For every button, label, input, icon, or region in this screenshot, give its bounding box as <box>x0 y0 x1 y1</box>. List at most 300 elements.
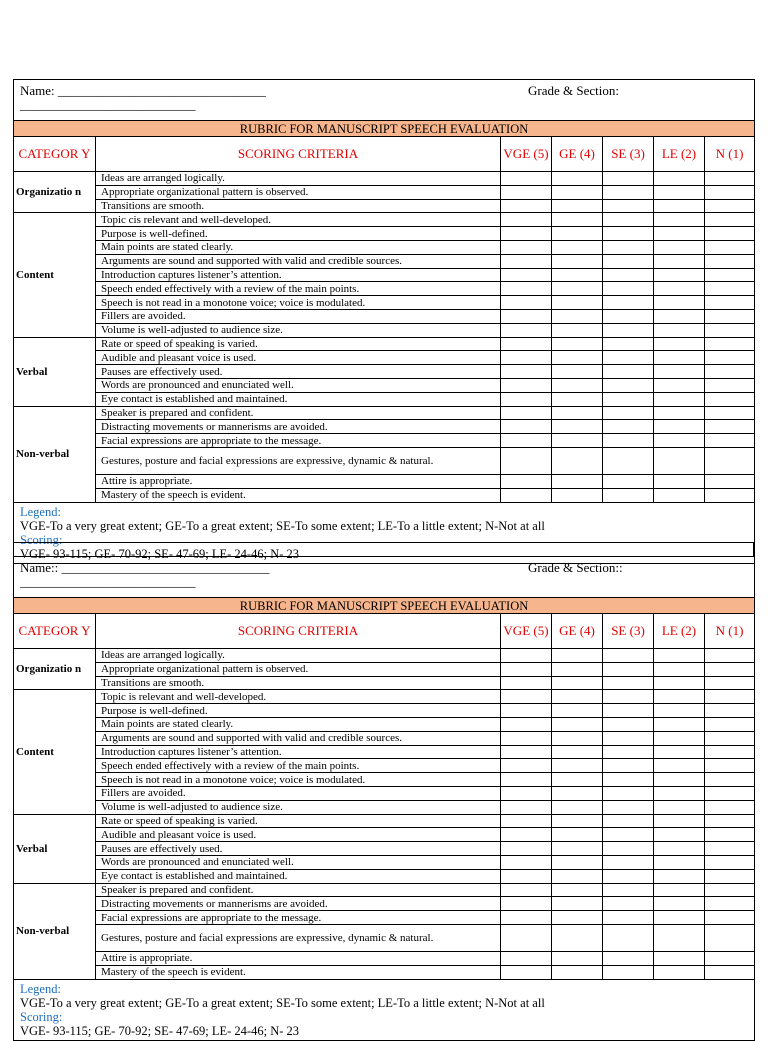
scoring-text: VGE- 93-115; GE- 70-92; SE- 47-69; LE- 24-46; N- 23 <box>20 546 300 561</box>
score-cell[interactable] <box>603 378 654 392</box>
score-cell[interactable] <box>705 773 755 787</box>
score-cell[interactable] <box>654 773 705 787</box>
sheet-separator <box>13 542 754 556</box>
score-cell[interactable] <box>705 897 755 911</box>
criterion-text: Words are pronounced and enunciated well. <box>96 855 501 869</box>
criteria-row <box>14 434 755 448</box>
score-cell[interactable] <box>603 924 654 951</box>
score-cell[interactable] <box>501 828 552 842</box>
score-cell[interactable] <box>654 662 705 676</box>
score-cell[interactable] <box>501 842 552 856</box>
score-cell[interactable] <box>552 951 603 965</box>
scoring-label: Scoring: <box>20 532 63 547</box>
score-cell[interactable] <box>552 717 603 731</box>
score-cell[interactable] <box>501 488 552 502</box>
category-label: Non-verbal <box>14 883 96 979</box>
score-cell[interactable] <box>603 662 654 676</box>
score-cell[interactable] <box>552 773 603 787</box>
score-cell[interactable] <box>705 420 755 434</box>
score-cell[interactable] <box>603 773 654 787</box>
score-cell[interactable] <box>603 474 654 488</box>
score-cell[interactable] <box>501 474 552 488</box>
scale-header: N (1) <box>705 614 755 649</box>
score-cell[interactable] <box>654 759 705 773</box>
criteria-row <box>14 392 755 406</box>
score-cell[interactable] <box>501 213 552 227</box>
criterion-text: Attire is appropriate. <box>96 474 501 488</box>
scale-header: VGE (5) <box>501 137 552 172</box>
score-cell[interactable] <box>552 337 603 351</box>
score-cell[interactable] <box>705 392 755 406</box>
score-cell[interactable] <box>501 786 552 800</box>
score-cell[interactable] <box>501 676 552 690</box>
score-cell[interactable] <box>501 185 552 199</box>
score-cell[interactable] <box>705 717 755 731</box>
score-cell[interactable] <box>552 814 603 828</box>
score-cell[interactable] <box>705 474 755 488</box>
score-cell[interactable] <box>552 296 603 310</box>
header-row <box>14 614 755 649</box>
criteria-row <box>14 227 755 241</box>
criterion-text: Rate or speed of speaking is varied. <box>96 337 501 351</box>
score-cell[interactable] <box>552 434 603 448</box>
score-cell[interactable] <box>603 855 654 869</box>
score-cell[interactable] <box>552 869 603 883</box>
score-cell[interactable] <box>501 309 552 323</box>
score-cell[interactable] <box>705 365 755 379</box>
legend-label: Legend: <box>20 981 61 996</box>
score-cell[interactable] <box>654 814 705 828</box>
score-cell[interactable] <box>501 869 552 883</box>
score-cell[interactable] <box>501 731 552 745</box>
score-cell[interactable] <box>654 786 705 800</box>
score-cell[interactable] <box>501 378 552 392</box>
score-cell[interactable] <box>654 897 705 911</box>
rubric-title: RUBRIC FOR MANUSCRIPT SPEECH EVALUATION <box>14 121 755 137</box>
score-cell[interactable] <box>654 717 705 731</box>
criteria-row <box>14 883 755 897</box>
score-cell[interactable] <box>705 337 755 351</box>
criterion-text: Eye contact is established and maintained. <box>96 392 501 406</box>
score-cell[interactable] <box>603 309 654 323</box>
score-cell[interactable] <box>603 392 654 406</box>
score-cell[interactable] <box>705 172 755 186</box>
criterion-text: Facial expressions are appropriate to the message. <box>96 434 501 448</box>
criterion-text: Mastery of the speech is evident. <box>96 965 501 979</box>
score-cell[interactable] <box>501 649 552 663</box>
score-cell[interactable] <box>603 323 654 337</box>
score-cell[interactable] <box>705 814 755 828</box>
score-cell[interactable] <box>603 883 654 897</box>
score-cell[interactable] <box>552 690 603 704</box>
score-cell[interactable] <box>501 240 552 254</box>
score-cell[interactable] <box>654 883 705 897</box>
criteria-row <box>14 378 755 392</box>
score-cell[interactable] <box>552 649 603 663</box>
score-cell[interactable] <box>603 434 654 448</box>
score-cell[interactable] <box>552 185 603 199</box>
score-cell[interactable] <box>654 800 705 814</box>
score-cell[interactable] <box>552 965 603 979</box>
score-cell[interactable] <box>501 745 552 759</box>
rubric-sheet-2 <box>13 556 754 1041</box>
score-cell[interactable] <box>705 855 755 869</box>
score-cell[interactable] <box>603 869 654 883</box>
score-cell[interactable] <box>501 662 552 676</box>
rubric-title: RUBRIC FOR MANUSCRIPT SPEECH EVALUATION <box>14 598 755 614</box>
score-cell[interactable] <box>705 924 755 951</box>
score-cell[interactable] <box>501 434 552 448</box>
name-wrap <box>20 561 750 593</box>
score-cell[interactable] <box>501 365 552 379</box>
score-cell[interactable] <box>603 759 654 773</box>
score-cell[interactable] <box>654 704 705 718</box>
score-cell[interactable] <box>501 227 552 241</box>
criteria-row <box>14 254 755 268</box>
score-cell[interactable] <box>501 759 552 773</box>
score-cell[interactable] <box>603 213 654 227</box>
score-cell[interactable] <box>705 786 755 800</box>
score-cell[interactable] <box>603 282 654 296</box>
criteria-row <box>14 488 755 502</box>
score-cell[interactable] <box>603 268 654 282</box>
score-cell[interactable] <box>654 185 705 199</box>
scale-header: LE (2) <box>654 614 705 649</box>
criterion-text: Ideas are arranged logically. <box>96 649 501 663</box>
score-cell[interactable] <box>654 447 705 474</box>
score-cell[interactable] <box>654 842 705 856</box>
score-cell[interactable] <box>654 240 705 254</box>
score-cell[interactable] <box>501 199 552 213</box>
score-cell[interactable] <box>501 351 552 365</box>
criterion-text: Main points are stated clearly. <box>96 717 501 731</box>
score-cell[interactable] <box>501 447 552 474</box>
criterion-text: Pauses are effectively used. <box>96 842 501 856</box>
name-field[interactable] <box>20 561 270 589</box>
score-cell[interactable] <box>705 842 755 856</box>
score-cell[interactable] <box>501 282 552 296</box>
score-cell[interactable] <box>501 420 552 434</box>
criteria-row <box>14 337 755 351</box>
score-cell[interactable] <box>654 951 705 965</box>
score-cell[interactable] <box>603 199 654 213</box>
score-cell[interactable] <box>603 185 654 199</box>
score-cell[interactable] <box>654 296 705 310</box>
score-cell[interactable] <box>705 745 755 759</box>
score-cell[interactable] <box>705 447 755 474</box>
score-cell[interactable] <box>552 842 603 856</box>
score-cell[interactable] <box>603 951 654 965</box>
score-cell[interactable] <box>603 337 654 351</box>
criteria-row <box>14 420 755 434</box>
criteria-header: SCORING CRITERIA <box>96 614 501 649</box>
score-cell[interactable] <box>705 690 755 704</box>
score-cell[interactable] <box>705 704 755 718</box>
score-cell[interactable] <box>654 268 705 282</box>
score-cell[interactable] <box>603 406 654 420</box>
criterion-text: Speech ended effectively with a review of the main points. <box>96 759 501 773</box>
score-cell[interactable] <box>501 951 552 965</box>
score-cell[interactable] <box>705 254 755 268</box>
score-cell[interactable] <box>603 731 654 745</box>
score-cell[interactable] <box>552 731 603 745</box>
criteria-row <box>14 855 755 869</box>
score-cell[interactable] <box>603 745 654 759</box>
score-cell[interactable] <box>603 296 654 310</box>
score-cell[interactable] <box>552 855 603 869</box>
score-cell[interactable] <box>705 800 755 814</box>
score-cell[interactable] <box>705 323 755 337</box>
score-cell[interactable] <box>552 924 603 951</box>
score-cell[interactable] <box>705 911 755 925</box>
score-cell[interactable] <box>501 704 552 718</box>
score-cell[interactable] <box>501 855 552 869</box>
criterion-text: Mastery of the speech is evident. <box>96 488 501 502</box>
score-cell[interactable] <box>654 745 705 759</box>
score-cell[interactable] <box>654 420 705 434</box>
score-cell[interactable] <box>654 378 705 392</box>
score-cell[interactable] <box>654 488 705 502</box>
criterion-text: Eye contact is established and maintained. <box>96 869 501 883</box>
score-cell[interactable] <box>654 911 705 925</box>
score-cell[interactable] <box>654 309 705 323</box>
score-cell[interactable] <box>501 323 552 337</box>
score-cell[interactable] <box>705 268 755 282</box>
score-cell[interactable] <box>552 676 603 690</box>
score-cell[interactable] <box>501 392 552 406</box>
score-cell[interactable] <box>603 172 654 186</box>
score-cell[interactable] <box>705 282 755 296</box>
score-cell[interactable] <box>705 965 755 979</box>
score-cell[interactable] <box>705 951 755 965</box>
score-cell[interactable] <box>705 199 755 213</box>
criteria-row <box>14 924 755 951</box>
score-cell[interactable] <box>603 786 654 800</box>
score-cell[interactable] <box>705 227 755 241</box>
score-cell[interactable] <box>654 649 705 663</box>
scale-header: LE (2) <box>654 137 705 172</box>
criteria-row <box>14 786 755 800</box>
score-cell[interactable] <box>654 676 705 690</box>
score-cell[interactable] <box>654 365 705 379</box>
score-cell[interactable] <box>654 828 705 842</box>
score-cell[interactable] <box>501 254 552 268</box>
score-cell[interactable] <box>654 227 705 241</box>
score-cell[interactable] <box>603 717 654 731</box>
score-cell[interactable] <box>705 185 755 199</box>
score-cell[interactable] <box>501 268 552 282</box>
criterion-text: Distracting movements or mannerisms are avoided. <box>96 897 501 911</box>
score-cell[interactable] <box>552 786 603 800</box>
scale-header: GE (4) <box>552 137 603 172</box>
score-cell[interactable] <box>552 800 603 814</box>
score-cell[interactable] <box>705 240 755 254</box>
score-cell[interactable] <box>603 488 654 502</box>
score-cell[interactable] <box>603 447 654 474</box>
score-cell[interactable] <box>552 172 603 186</box>
score-cell[interactable] <box>552 199 603 213</box>
score-cell[interactable] <box>705 731 755 745</box>
score-cell[interactable] <box>654 855 705 869</box>
score-cell[interactable] <box>501 924 552 951</box>
criteria-row <box>14 296 755 310</box>
score-cell[interactable] <box>654 406 705 420</box>
scoring-label: Scoring: <box>20 1009 63 1024</box>
score-cell[interactable] <box>654 434 705 448</box>
score-cell[interactable] <box>705 662 755 676</box>
score-cell[interactable] <box>705 351 755 365</box>
score-cell[interactable] <box>552 406 603 420</box>
score-cell[interactable] <box>552 759 603 773</box>
score-cell[interactable] <box>705 488 755 502</box>
score-cell[interactable] <box>654 254 705 268</box>
score-cell[interactable] <box>552 662 603 676</box>
score-cell[interactable] <box>603 420 654 434</box>
score-cell[interactable] <box>603 828 654 842</box>
score-cell[interactable] <box>603 676 654 690</box>
score-cell[interactable] <box>501 296 552 310</box>
score-cell[interactable] <box>705 869 755 883</box>
score-cell[interactable] <box>501 897 552 911</box>
criteria-row <box>14 731 755 745</box>
score-cell[interactable] <box>654 199 705 213</box>
score-cell[interactable] <box>552 745 603 759</box>
score-cell[interactable] <box>552 897 603 911</box>
score-cell[interactable] <box>654 965 705 979</box>
score-cell[interactable] <box>603 842 654 856</box>
score-cell[interactable] <box>552 227 603 241</box>
score-cell[interactable] <box>603 649 654 663</box>
score-cell[interactable] <box>705 296 755 310</box>
score-cell[interactable] <box>654 924 705 951</box>
score-cell[interactable] <box>552 268 603 282</box>
score-cell[interactable] <box>501 172 552 186</box>
score-cell[interactable] <box>501 690 552 704</box>
score-cell[interactable] <box>705 309 755 323</box>
score-cell[interactable] <box>603 897 654 911</box>
score-cell[interactable] <box>552 378 603 392</box>
score-cell[interactable] <box>552 883 603 897</box>
legend-cell <box>14 979 755 1040</box>
criterion-text: Topic is relevant and well-developed. <box>96 690 501 704</box>
score-cell[interactable] <box>654 323 705 337</box>
score-cell[interactable] <box>552 351 603 365</box>
score-cell[interactable] <box>654 213 705 227</box>
score-cell[interactable] <box>705 378 755 392</box>
criterion-text: Ideas are arranged logically. <box>96 172 501 186</box>
score-cell[interactable] <box>552 213 603 227</box>
score-cell[interactable] <box>552 240 603 254</box>
legend-text: VGE-To a very great extent; GE-To a great extent; SE-To some extent; LE-To a little extent; N-Not at all <box>20 995 545 1010</box>
criterion-text: Volume is well-adjusted to audience size. <box>96 800 501 814</box>
criteria-row <box>14 951 755 965</box>
score-cell[interactable] <box>603 965 654 979</box>
score-cell[interactable] <box>552 392 603 406</box>
score-cell[interactable] <box>603 254 654 268</box>
score-cell[interactable] <box>552 282 603 296</box>
score-cell[interactable] <box>552 420 603 434</box>
score-cell[interactable] <box>603 704 654 718</box>
score-cell[interactable] <box>501 965 552 979</box>
score-cell[interactable] <box>603 690 654 704</box>
rubric-sheet-1 <box>13 79 754 564</box>
score-cell[interactable] <box>603 351 654 365</box>
criterion-text: Fillers are avoided. <box>96 309 501 323</box>
score-cell[interactable] <box>501 717 552 731</box>
score-cell[interactable] <box>552 488 603 502</box>
criteria-row <box>14 268 755 282</box>
score-cell[interactable] <box>552 704 603 718</box>
criteria-row <box>14 911 755 925</box>
score-cell[interactable] <box>654 869 705 883</box>
score-cell[interactable] <box>501 773 552 787</box>
category-label: Verbal <box>14 337 96 406</box>
category-label: Verbal <box>14 814 96 883</box>
criterion-text: Rate or speed of speaking is varied. <box>96 814 501 828</box>
score-cell[interactable] <box>603 814 654 828</box>
score-cell[interactable] <box>552 365 603 379</box>
score-cell[interactable] <box>705 759 755 773</box>
score-cell[interactable] <box>654 474 705 488</box>
score-cell[interactable] <box>705 828 755 842</box>
score-cell[interactable] <box>654 731 705 745</box>
score-cell[interactable] <box>654 690 705 704</box>
score-cell[interactable] <box>501 814 552 828</box>
score-cell[interactable] <box>654 172 705 186</box>
score-cell[interactable] <box>501 406 552 420</box>
score-cell[interactable] <box>603 800 654 814</box>
score-cell[interactable] <box>552 309 603 323</box>
scale-header: VGE (5) <box>501 614 552 649</box>
criterion-text: Transitions are smooth. <box>96 676 501 690</box>
title-row <box>14 121 755 137</box>
score-cell[interactable] <box>552 828 603 842</box>
score-cell[interactable] <box>705 883 755 897</box>
score-cell[interactable] <box>654 351 705 365</box>
scale-header: SE (3) <box>603 137 654 172</box>
category-label: Content <box>14 690 96 814</box>
score-cell[interactable] <box>501 800 552 814</box>
score-cell[interactable] <box>603 365 654 379</box>
score-cell[interactable] <box>552 447 603 474</box>
score-cell[interactable] <box>705 434 755 448</box>
score-cell[interactable] <box>654 282 705 296</box>
score-cell[interactable] <box>603 911 654 925</box>
score-cell[interactable] <box>552 254 603 268</box>
score-cell[interactable] <box>603 227 654 241</box>
score-cell[interactable] <box>654 392 705 406</box>
score-cell[interactable] <box>501 911 552 925</box>
score-cell[interactable] <box>501 883 552 897</box>
grade-section-field[interactable]: Grade & Section:: <box>528 560 623 575</box>
score-cell[interactable] <box>501 337 552 351</box>
criterion-text: Attire is appropriate. <box>96 951 501 965</box>
score-cell[interactable] <box>552 474 603 488</box>
name-field[interactable] <box>20 84 266 112</box>
score-cell[interactable] <box>705 406 755 420</box>
score-cell[interactable] <box>552 323 603 337</box>
score-cell[interactable] <box>603 240 654 254</box>
score-cell[interactable] <box>552 911 603 925</box>
criterion-text: Words are pronounced and enunciated well. <box>96 378 501 392</box>
category-label: Organizatio n <box>14 172 96 213</box>
score-cell[interactable] <box>705 676 755 690</box>
score-cell[interactable] <box>705 649 755 663</box>
score-cell[interactable] <box>705 213 755 227</box>
score-cell[interactable] <box>654 337 705 351</box>
grade-section-field[interactable]: Grade & Section: <box>528 83 619 98</box>
criterion-text: Speech is not read in a monotone voice; voice is modulated. <box>96 773 501 787</box>
